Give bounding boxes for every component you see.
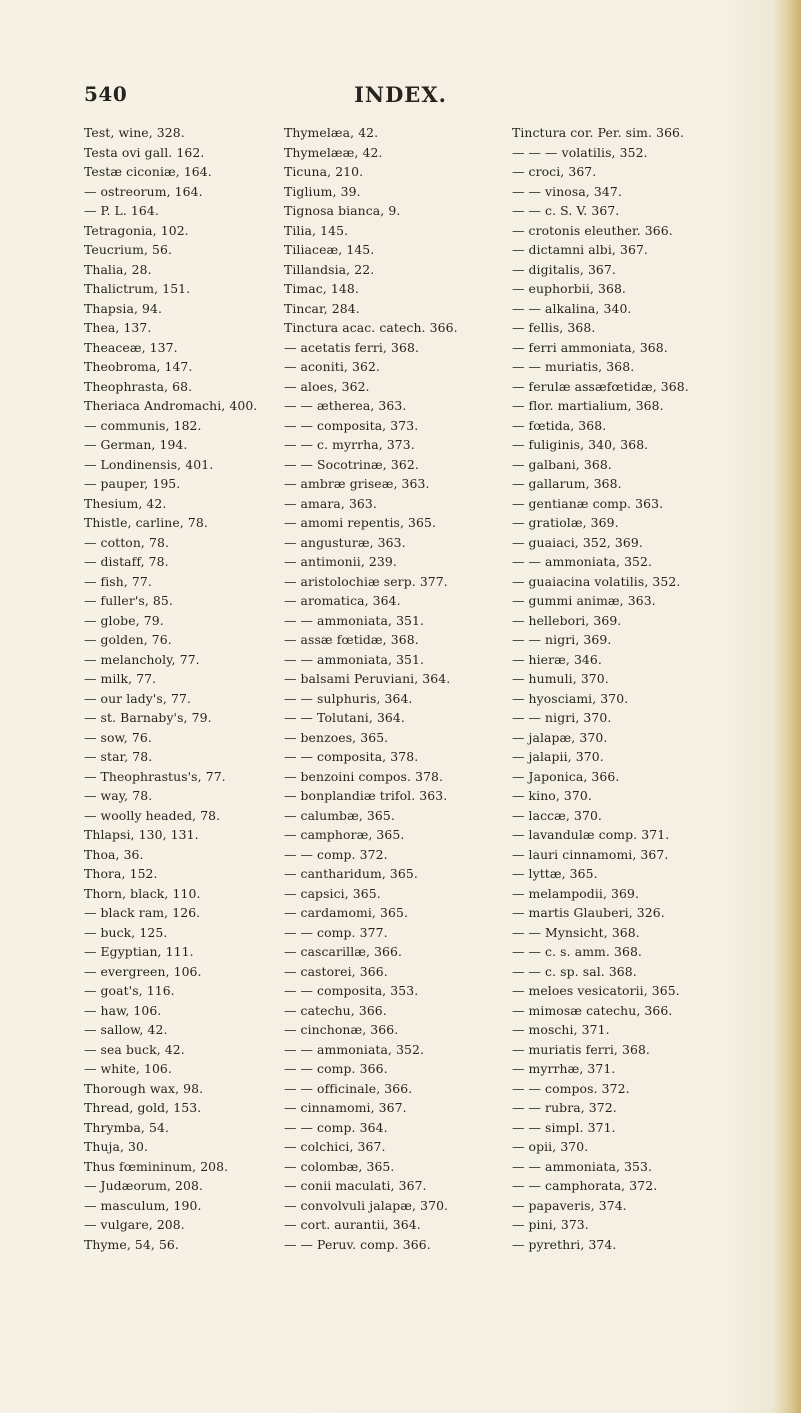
index-entry: — hyosciami, 370. [512, 690, 629, 706]
index-entry: — — rubra, 372. [512, 1100, 617, 1115]
index-entry: — — simpl. 371. [512, 1119, 616, 1135]
index-entry: — — compos. 372. [512, 1080, 630, 1096]
index-entry: — — Mynsicht, 368. [512, 924, 640, 940]
index-entry: — — muriatis, 368. [512, 359, 635, 374]
index-entry: Testa ovi gall. 162. [84, 144, 205, 160]
index-entry: — sow, 76. [84, 729, 152, 745]
index-entry: Theobroma, 147. [84, 359, 193, 374]
index-entry: Tincar, 284. [284, 300, 360, 316]
index-entry: — kino, 370. [512, 788, 592, 803]
index-entry: — — nigri, 369. [512, 632, 612, 647]
index-entry: — fish, 77. [84, 573, 152, 589]
index-entry: — sea buck, 42. [84, 1041, 185, 1057]
index-entry: — Japonica, 366. [512, 768, 620, 784]
index-entry: — goat's, 116. [84, 983, 175, 998]
index-entry: — dictamni albi, 367. [512, 242, 648, 257]
index-entry: — — ammoniata, 353. [512, 1158, 653, 1174]
index-entry: — white, 106. [84, 1061, 172, 1076]
index-entry: — guaiacina volatilis, 352. [512, 573, 681, 589]
index-entry: — — composita, 378. [284, 749, 419, 764]
index-entry: Thoa, 36. [84, 846, 144, 862]
index-entry: — evergreen, 106. [84, 963, 202, 979]
index-entry: — ambræ griseæ, 363. [284, 476, 430, 491]
index-entry: Thalictrum, 151. [84, 281, 191, 296]
index-entry: — Londinensis, 401. [84, 456, 214, 472]
index-entry: Tetragonia, 102. [84, 222, 189, 238]
index-entry: — laccæ, 370. [512, 807, 602, 823]
page-header [0, 82, 801, 118]
index-entry: — — Socotrinæ, 362. [284, 456, 419, 472]
index-entry: — pauper, 195. [84, 476, 181, 491]
index-entry: — acetatis ferri, 368. [284, 339, 419, 355]
index-entry: — milk, 77. [84, 671, 157, 686]
index-entry: — humuli, 370. [512, 671, 609, 686]
index-entry: — benzoini compos. 378. [284, 768, 444, 784]
index-entry: — black ram, 126. [84, 905, 201, 920]
index-entry: — papaveris, 374. [512, 1197, 627, 1213]
index-entry: — fellis, 368. [512, 320, 596, 335]
index-entry: — — camphorata, 372. [512, 1178, 658, 1193]
index-entry: — — ammoniata, 351. [284, 612, 425, 628]
index-entry: — conii maculati, 367. [284, 1178, 427, 1193]
index-entry: Thorn, black, 110. [84, 885, 201, 901]
index-entry: — bonplandiæ trifol. 363. [284, 788, 448, 803]
index-entry: — gummi animæ, 363. [512, 593, 656, 608]
index-entry: — aromatica, 364. [284, 593, 401, 608]
index-entry: — colombæ, 365. [284, 1158, 395, 1174]
index-entry: — — officinale, 366. [284, 1080, 413, 1096]
page-number: 540 [84, 82, 128, 106]
index-entry: — woolly headed, 78. [84, 807, 221, 823]
index-entry: — globe, 79. [84, 612, 164, 628]
index-entry: — — c. myrrha, 373. [284, 437, 415, 452]
index-entry: Tilia, 145. [284, 222, 349, 238]
index-entry: Thread, gold, 153. [84, 1100, 202, 1115]
index-entry: — muriatis ferri, 368. [512, 1041, 650, 1057]
index-entry: — — ætherea, 363. [284, 398, 407, 413]
index-entry: — — composita, 373. [284, 417, 419, 433]
index-entry: — golden, 76. [84, 632, 172, 647]
index-entry: — masculum, 190. [84, 1197, 202, 1213]
index-entry: — st. Barnaby's, 79. [84, 710, 212, 725]
index-entry: — — comp. 372. [284, 846, 388, 862]
index-entry: — gallarum, 368. [512, 476, 622, 491]
index-entry: — — composita, 353. [284, 983, 419, 998]
index-entry: — — nigri, 370. [512, 710, 612, 725]
index-entry: Thesium, 42. [84, 495, 167, 511]
index-entry: — fuliginis, 340, 368. [512, 437, 649, 452]
index-entry: — amomi repentis, 365. [284, 515, 437, 530]
index-entry: — meloes vesicatorii, 365. [512, 983, 680, 998]
index-entry: — calumbæ, 365. [284, 807, 395, 823]
index-entry: — crotonis eleuther. 366. [512, 222, 673, 238]
index-entry: — croci, 367. [512, 164, 597, 179]
index-entry: — moschi, 371. [512, 1022, 610, 1037]
index-entry: — vulgare, 208. [84, 1217, 185, 1232]
index-entry: — German, 194. [84, 437, 188, 452]
index-entry: — flor. martialium, 368. [512, 398, 664, 413]
index-entry: Thlapsi, 130, 131. [84, 827, 199, 842]
index-entry: — lyttæ, 365. [512, 866, 598, 881]
index-entry: — — comp. 377. [284, 924, 388, 940]
index-entry: Theophrasta, 68. [84, 378, 193, 394]
index-entry: — digitalis, 367. [512, 261, 616, 277]
index-entry: — — vinosa, 347. [512, 183, 622, 199]
index-entry: Tinctura acac. catech. 366. [284, 320, 458, 335]
index-entry: — catechu, 366. [284, 1002, 387, 1018]
index-entry: — cardamomi, 365. [284, 905, 408, 920]
index-entry: — euphorbii, 368. [512, 281, 626, 296]
index-entry: — haw, 106. [84, 1002, 162, 1018]
index-entry: Thea, 137. [84, 320, 152, 335]
index-entry: — aristolochiæ serp. 377. [284, 573, 448, 589]
index-entry: — buck, 125. [84, 924, 168, 940]
index-entry: — — ammoniata, 352. [284, 1041, 425, 1057]
index-entry: — camphoræ, 365. [284, 827, 405, 842]
index-entry: — — Tolutani, 364. [284, 710, 405, 725]
index-entry: — balsami Peruviani, 364. [284, 671, 451, 686]
index-entry: — myrrhæ, 371. [512, 1061, 616, 1076]
index-entry: — P. L. 164. [84, 203, 159, 218]
index-entry: — jalapii, 370. [512, 749, 604, 764]
index-entry: — hellebori, 369. [512, 612, 622, 628]
index-entry: — jalapæ, 370. [512, 729, 608, 745]
index-entry: — ostreorum, 164. [84, 183, 203, 199]
index-entry: Thymelææ, 42. [284, 144, 383, 160]
index-entry: — ferri ammoniata, 368. [512, 339, 668, 355]
index-entry: Tiliaceæ, 145. [284, 242, 375, 257]
index-entry: — lavandulæ comp. 371. [512, 827, 670, 842]
index-entry: Thistle, carline, 78. [84, 515, 208, 530]
index-entry: Test, wine, 328. [84, 125, 185, 140]
index-entry: — colchici, 367. [284, 1139, 386, 1154]
index-entry: — gentianæ comp. 363. [512, 495, 664, 511]
index-entry: Tignosa bianca, 9. [284, 203, 401, 218]
index-column-1 [84, 123, 269, 1254]
index-entry: — benzoes, 365. [284, 729, 389, 745]
index-entry: — melampodii, 369. [512, 885, 640, 901]
index-entry: — Judæorum, 208. [84, 1178, 204, 1193]
index-entry: — — Peruv. comp. 366. [284, 1236, 431, 1252]
index-entry: Thuja, 30. [84, 1139, 149, 1154]
index-entry: — distaff, 78. [84, 554, 169, 569]
index-entry: — mimosæ catechu, 366. [512, 1002, 673, 1018]
index-entry: — way, 78. [84, 788, 153, 803]
index-entry: — cascarillæ, 366. [284, 944, 403, 959]
index-entry: — — ammoniata, 352. [512, 554, 653, 569]
index-entry: Testæ ciconiæ, 164. [84, 164, 212, 179]
index-entry: Tinctura cor. Per. sim. 366. [512, 125, 685, 140]
running-title: INDEX. [354, 82, 447, 107]
index-entry: — aloes, 362. [284, 378, 370, 394]
index-entry: — lauri cinnamomi, 367. [512, 846, 669, 862]
index-entry: — Egyptian, 111. [84, 944, 194, 959]
index-entry: — ferulæ assæfœtidæ, 368. [512, 378, 689, 394]
index-entry: Thapsia, 94. [84, 300, 163, 316]
index-entry: Thorough wax, 98. [84, 1080, 204, 1096]
index-entry: — — c. S. V. 367. [512, 203, 620, 218]
index-entry: — — sulphuris, 364. [284, 690, 413, 706]
index-entry: — our lady's, 77. [84, 690, 191, 706]
index-entry: — galbani, 368. [512, 456, 612, 472]
index-entry: Thyme, 54, 56. [84, 1236, 179, 1252]
index-entry: — castorei, 366. [284, 963, 388, 979]
index-entry: — Theophrastus's, 77. [84, 768, 226, 784]
index-column-2 [284, 123, 529, 1254]
index-entry: — — alkalina, 340. [512, 300, 632, 316]
index-entry: — cotton, 78. [84, 534, 170, 550]
index-entry: — cort. aurantii, 364. [284, 1217, 421, 1232]
index-entry: — amara, 363. [284, 495, 377, 511]
index-entry: — capsici, 365. [284, 885, 381, 901]
index-entry: — pini, 373. [512, 1217, 589, 1232]
index-entry: — — c. sp. sal. 368. [512, 963, 637, 979]
index-entry: Theaceæ, 137. [84, 339, 178, 355]
index-entry: Teucrium, 56. [84, 242, 173, 257]
index-entry: Tillandsia, 22. [284, 261, 375, 277]
index-entry: Timac, 148. [284, 281, 359, 296]
index-entry: — martis Glauberi, 326. [512, 905, 665, 920]
index-entry: — guaiaci, 352, 369. [512, 534, 643, 550]
index-entry: Theriaca Andromachi, 400. [84, 398, 258, 413]
index-column-3 [512, 123, 782, 1254]
index-entry: — antimonii, 239. [284, 554, 397, 569]
index-entry: Tiglium, 39. [284, 183, 361, 199]
index-entry: — — — volatilis, 352. [512, 144, 648, 160]
index-entry: — opii, 370. [512, 1139, 589, 1154]
index-entry: — sallow, 42. [84, 1022, 168, 1037]
index-entry: — aconiti, 362. [284, 359, 380, 374]
index-entry: — cinchonæ, 366. [284, 1022, 399, 1037]
index-entry: — star, 78. [84, 749, 153, 764]
index-entry: — cantharidum, 365. [284, 866, 418, 881]
index-entry: Ticuna, 210. [284, 164, 364, 179]
index-entry: Thora, 152. [84, 866, 158, 881]
index-entry: — assæ fœtidæ, 368. [284, 632, 419, 647]
index-entry: Thrymba, 54. [84, 1119, 170, 1135]
index-entry: — — ammoniata, 351. [284, 651, 425, 667]
index-entry: — hieræ, 346. [512, 651, 602, 667]
index-entry: — melancholy, 77. [84, 651, 200, 667]
index-entry: — — comp. 366. [284, 1061, 388, 1076]
index-entry: — fœtida, 368. [512, 417, 607, 433]
index-entry: Thymelæa, 42. [284, 125, 379, 140]
index-entry: — fuller's, 85. [84, 593, 173, 608]
index-entry: — communis, 182. [84, 417, 202, 433]
index-entry: Thus fœmininum, 208. [84, 1158, 229, 1174]
index-entry: Thalia, 28. [84, 261, 152, 277]
index-entry: — cinnamomi, 367. [284, 1100, 407, 1115]
index-entry: — convolvuli jalapæ, 370. [284, 1197, 449, 1213]
index-entry: — — comp. 364. [284, 1119, 388, 1135]
index-entry: — angusturæ, 363. [284, 534, 406, 550]
index-entry: — — c. s. amm. 368. [512, 944, 642, 959]
index-entry: — pyrethri, 374. [512, 1236, 617, 1252]
index-entry: — gratiolæ, 369. [512, 515, 619, 530]
